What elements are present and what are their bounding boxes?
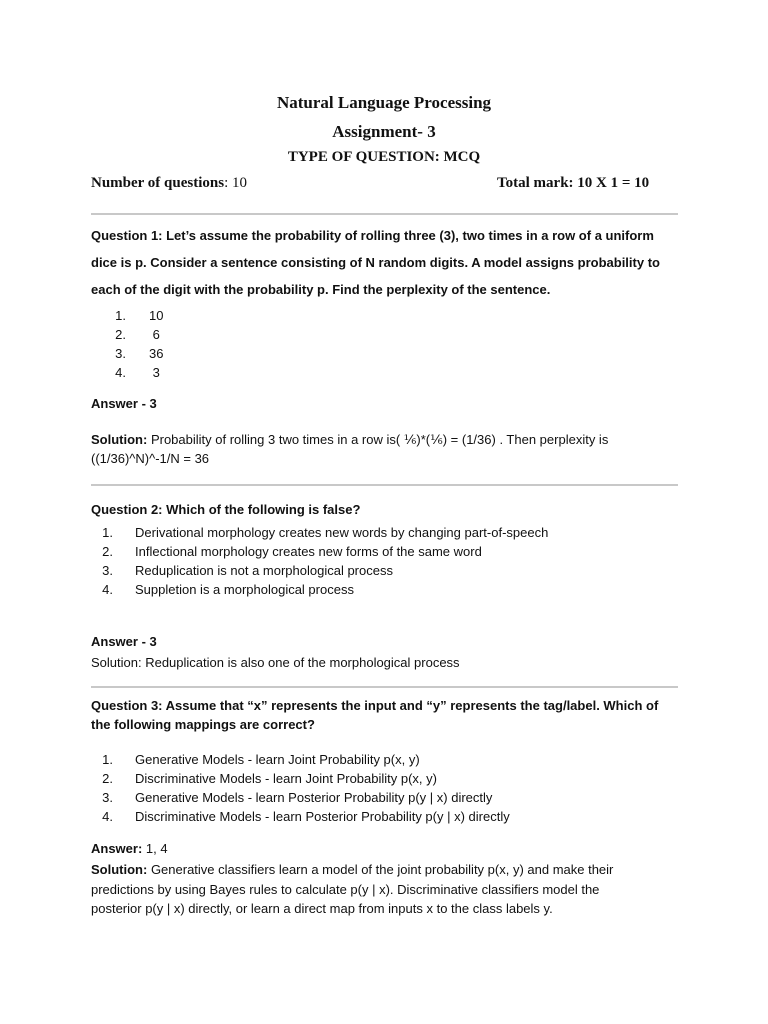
option-text: Discriminative Models - learn Posterior Probability p(y | x) directly xyxy=(135,809,510,824)
option-number: 2. xyxy=(102,544,113,559)
solution-label: Solution: xyxy=(91,862,148,877)
question-2-solution: Solution: Reduplication is also one of the morphological process xyxy=(91,655,460,670)
solution-text: Generative classifiers learn a model of the joint probability p(x, y) and make their predictions by using Bayes rules to calculate p(y | x). Discriminative classifiers model the posterior p(y | x) directly, or learn a direct map from inputs x to the class labels y. xyxy=(91,862,614,916)
option-text: Discriminative Models - learn Joint Probability p(x, y) xyxy=(135,771,437,786)
question-2-answer: Answer - 3 xyxy=(91,634,157,649)
option-number: 4. xyxy=(102,809,113,824)
solution-text: Probability of rolling 3 two times in a row is( ⅙)*(⅙) = (1/36) . Then perplexity is ((1/36)^N)^-1/N = 36 xyxy=(91,432,609,466)
question-3-text: Question 3: Assume that “x” represents the input and “y” represents the tag/label. Which of the following mappings are correct? xyxy=(91,698,659,732)
option-text: Reduplication is not a morphological process xyxy=(135,563,393,578)
option-text: Derivational morphology creates new words by changing part-of-speech xyxy=(135,525,549,540)
option-number: 4. xyxy=(115,365,126,380)
option-number: 3. xyxy=(102,790,113,805)
number-of-questions-label: Number of questions xyxy=(91,175,225,191)
question-type: TYPE OF QUESTION: MCQ xyxy=(287,149,481,165)
answer-value: 1, 4 xyxy=(142,841,168,856)
option-text: Suppletion is a morphological process xyxy=(135,582,354,597)
option-text: Inflectional morphology creates new forms of the same word xyxy=(135,544,482,559)
document-title: Natural Language Processing xyxy=(276,93,492,112)
question-1-answer: Answer - 3 xyxy=(91,396,157,411)
number-of-questions-value: : 10 xyxy=(224,175,247,191)
solution-label: Solution: xyxy=(91,432,148,447)
option-number: 3. xyxy=(102,563,113,578)
option-text: 10 xyxy=(149,308,164,323)
option-number: 4. xyxy=(102,582,113,597)
option-number: 2. xyxy=(102,771,113,786)
option-text: Generative Models - learn Posterior Probability p(y | x) directly xyxy=(135,790,493,805)
option-number: 2. xyxy=(115,327,126,342)
option-text: Generative Models - learn Joint Probability p(x, y) xyxy=(135,752,420,767)
option-text: 36 xyxy=(149,346,164,361)
question-1-solution xyxy=(91,430,671,468)
total-mark: Total mark: 10 X 1 = 10 xyxy=(497,175,650,191)
number-of-questions xyxy=(91,175,247,192)
assignment-heading: Assignment- 3 xyxy=(332,122,436,141)
divider xyxy=(91,213,678,215)
question-3-answer xyxy=(91,841,168,856)
question-3-solution xyxy=(91,860,651,919)
divider xyxy=(91,484,678,486)
option-number: 3. xyxy=(115,346,126,361)
option-number: 1. xyxy=(102,525,113,540)
option-number: 1. xyxy=(102,752,113,767)
question-1-text: Question 1: Let’s assume the probability of rolling three (3), two times in a row of a uniform dice is p. Consider a sentence consisting of N random digits. A model assigns probability to each of the digit with the probability p. Find the perplexity of the sentence. xyxy=(91,228,660,297)
question-2-text: Question 2: Which of the following is false? xyxy=(91,502,361,517)
option-text: 6 xyxy=(149,327,160,342)
answer-label: Answer: xyxy=(91,841,143,856)
option-text: 3 xyxy=(149,365,160,380)
divider xyxy=(91,686,678,688)
option-number: 1. xyxy=(115,308,126,323)
